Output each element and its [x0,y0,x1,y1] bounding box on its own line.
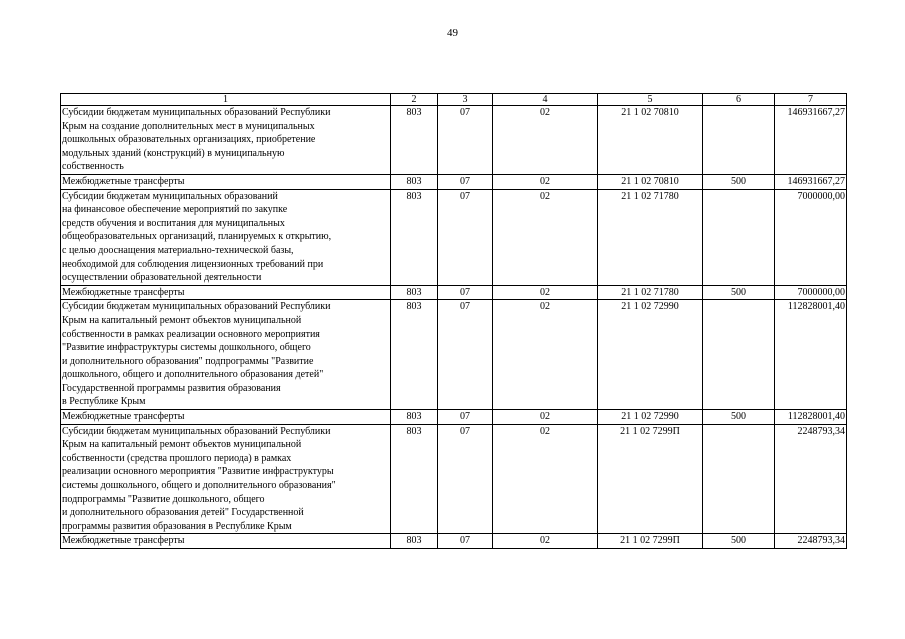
row-description: Субсидии бюджетам муниципальных образований на финансовое обеспечение мероприятий по закупке средств обучения и воспитания для муниципальных общеобразовательных организаций, планируемых к открытию, с целью дооснащения материально-технической базы, необходимой для соблюдения лицензионных требований при осуществлении образовательной деятельности [61,189,391,285]
column-header: 1 [61,94,391,106]
row-section-code: 07 [438,106,493,175]
column-header: 6 [703,94,775,106]
row-ministry-code: 803 [391,189,438,285]
table-row [61,300,847,410]
table-row [61,174,847,189]
row-amount: 7000000,00 [775,285,847,300]
column-header: 2 [391,94,438,106]
row-target-code: 21 1 02 71780 [598,189,703,285]
row-section-code: 07 [438,424,493,534]
table-row [61,534,847,549]
row-amount: 112828001,40 [775,410,847,425]
row-amount: 146931667,27 [775,106,847,175]
row-ministry-code: 803 [391,285,438,300]
row-description: Межбюджетные трансферты [61,174,391,189]
row-expense-type: 500 [703,174,775,189]
row-description: Межбюджетные трансферты [61,285,391,300]
table-row [61,410,847,425]
row-target-code: 21 1 02 70810 [598,106,703,175]
row-target-code: 21 1 02 7299П [598,424,703,534]
row-ministry-code: 803 [391,174,438,189]
row-subsection-code: 02 [493,534,598,549]
row-expense-type: 500 [703,285,775,300]
row-expense-type: 500 [703,410,775,425]
row-description: Субсидии бюджетам муниципальных образований Республики Крым на создание дополнительных мест в муниципальных дошкольных образовательных организациях, приобретение модульных зданий (конструкций) в муниципальную собственность [61,106,391,175]
table-row [61,106,847,175]
row-expense-type [703,189,775,285]
column-header: 3 [438,94,493,106]
row-amount: 2248793,34 [775,534,847,549]
table-row [61,285,847,300]
row-ministry-code: 803 [391,534,438,549]
row-target-code: 21 1 02 70810 [598,174,703,189]
row-amount: 2248793,34 [775,424,847,534]
table-row [61,424,847,534]
row-target-code: 21 1 02 72990 [598,300,703,410]
row-ministry-code: 803 [391,424,438,534]
row-subsection-code: 02 [493,285,598,300]
row-section-code: 07 [438,410,493,425]
row-amount: 146931667,27 [775,174,847,189]
row-ministry-code: 803 [391,410,438,425]
column-header: 4 [493,94,598,106]
row-subsection-code: 02 [493,410,598,425]
column-header: 5 [598,94,703,106]
row-expense-type [703,424,775,534]
row-description: Субсидии бюджетам муниципальных образований Республики Крым на капитальный ремонт объектов муниципальной собственности в рамках реализации основного мероприятия "Развитие инфраструктуры системы дошкольного, общего и дополнительного образования" подпрограммы "Развитие дошкольного, общего и дополнительного образования детей" Государственной программы развития образования в Республике Крым [61,300,391,410]
page-number: 49 [447,27,458,39]
row-subsection-code: 02 [493,189,598,285]
row-target-code: 21 1 02 7299П [598,534,703,549]
row-subsection-code: 02 [493,106,598,175]
row-description: Межбюджетные трансферты [61,410,391,425]
row-section-code: 07 [438,174,493,189]
row-description: Субсидии бюджетам муниципальных образований Республики Крым на капитальный ремонт объектов муниципальной собственности (средства прошлого периода) в рамках реализации основного мероприятия "Развитие инфраструктуры системы дошкольного, общего и дополнительного образования" подпрограммы "Развитие дошкольного, общего и дополнительного образования детей" Государственной программы развития образования в Республике Крым [61,424,391,534]
row-amount: 112828001,40 [775,300,847,410]
row-description: Межбюджетные трансферты [61,534,391,549]
budget-table [60,93,847,549]
row-ministry-code: 803 [391,106,438,175]
row-section-code: 07 [438,285,493,300]
row-subsection-code: 02 [493,300,598,410]
table-header-row [61,94,847,106]
row-ministry-code: 803 [391,300,438,410]
row-target-code: 21 1 02 71780 [598,285,703,300]
row-section-code: 07 [438,189,493,285]
row-subsection-code: 02 [493,174,598,189]
row-section-code: 07 [438,534,493,549]
table-row [61,189,847,285]
row-expense-type [703,300,775,410]
row-expense-type: 500 [703,534,775,549]
row-expense-type [703,106,775,175]
column-header: 7 [775,94,847,106]
row-amount: 7000000,00 [775,189,847,285]
row-subsection-code: 02 [493,424,598,534]
row-section-code: 07 [438,300,493,410]
row-target-code: 21 1 02 72990 [598,410,703,425]
